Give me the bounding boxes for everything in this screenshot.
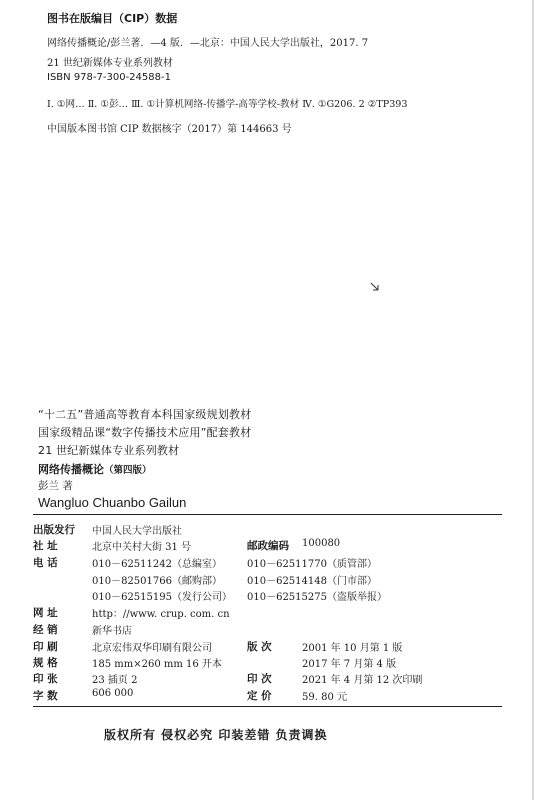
publisher-value: 中国人民大学出版社 bbox=[92, 526, 182, 537]
cip-line-series: 21 世纪新媒体专业系列教材 bbox=[47, 58, 173, 69]
postcode-label: 邮政编码 bbox=[247, 540, 289, 552]
book-author: 彭兰 著 bbox=[38, 480, 73, 492]
cip-line-isbn: ISBN 978-7-300-24588-1 bbox=[47, 72, 171, 83]
divider-bottom bbox=[33, 706, 502, 707]
phone-value: 010－62511770（质管部） bbox=[247, 559, 377, 570]
words-label: 字 数 bbox=[33, 690, 58, 702]
distributor-label: 经 销 bbox=[33, 624, 58, 636]
website-label: 网 址 bbox=[33, 607, 58, 619]
cip-heading: 图书在版编目（CIP）数据 bbox=[47, 12, 178, 25]
edition-value: 2017 年 7 月第 4 版 bbox=[302, 659, 397, 670]
series-line-3: 21 世纪新媒体专业系列教材 bbox=[38, 444, 180, 457]
printing-value: 2021 年 4 月第 12 次印刷 bbox=[302, 675, 423, 686]
book-pinyin-title: Wangluo Chuanbo Gailun bbox=[38, 495, 187, 510]
edition-value: 2001 年 10 月第 1 版 bbox=[302, 643, 403, 654]
words-value: 606 000 bbox=[92, 688, 134, 699]
book-title-line bbox=[38, 461, 152, 477]
printer-label: 印 刷 bbox=[33, 641, 58, 653]
price-label: 定 价 bbox=[247, 690, 272, 702]
phone-value: 010－62511242（总编室） bbox=[92, 559, 222, 570]
spec-label: 规 格 bbox=[33, 657, 58, 669]
postcode-value: 100080 bbox=[302, 538, 341, 549]
cip-line-classification: Ⅰ. ①网… Ⅱ. ①彭… Ⅲ. ①计算机网络-传播学-高等学校-教材 Ⅳ. ①G206. 2 ②TP393 bbox=[47, 99, 408, 110]
phone-value: 010－62515275（盗版举报） bbox=[247, 592, 387, 603]
printer-value: 北京宏伟双华印刷有限公司 bbox=[92, 643, 212, 654]
price-value: 59. 80 元 bbox=[302, 692, 347, 703]
book-edition: （第四版） bbox=[104, 465, 152, 476]
distributor-value: 新华书店 bbox=[92, 626, 132, 637]
address-value: 北京中关村大街 31 号 bbox=[92, 542, 192, 553]
corner-mark-icon bbox=[369, 281, 380, 292]
series-line-1: “十二五”普通高等教育本科国家级规划教材 bbox=[38, 408, 252, 421]
phone-value: 010－62514148（门市部） bbox=[247, 576, 377, 587]
address-label: 社 址 bbox=[33, 540, 58, 552]
website-value: http：//www. crup. com. cn bbox=[92, 609, 230, 620]
series-line-2: 国家级精品课“数字传播技术应用”配套教材 bbox=[38, 426, 252, 439]
printing-label: 印 次 bbox=[247, 673, 272, 685]
cip-line-title: 网络传播概论/彭兰著．—4 版．—北京：中国人民大学出版社，2017. 7 bbox=[47, 38, 369, 49]
publisher-label: 出版发行 bbox=[33, 524, 75, 536]
spec-value: 185 mm×260 mm 16 开本 bbox=[92, 659, 222, 670]
cip-line-data-number: 中国版本图书馆 CIP 数据核字（2017）第 144663 号 bbox=[47, 124, 292, 135]
copyright-notice: 版权所有 侵权必究 印装差错 负责调换 bbox=[104, 728, 328, 742]
book-title: 网络传播概论 bbox=[38, 463, 104, 476]
phone-value: 010－62515195（发行公司） bbox=[92, 592, 232, 603]
sheets-value: 23 插页 2 bbox=[92, 675, 138, 686]
sheets-label: 印 张 bbox=[33, 673, 58, 685]
phone-value: 010－82501766（邮购部） bbox=[92, 576, 222, 587]
divider-top bbox=[33, 514, 502, 515]
phone-label: 电 话 bbox=[33, 557, 58, 569]
edition-label: 版 次 bbox=[247, 641, 272, 653]
